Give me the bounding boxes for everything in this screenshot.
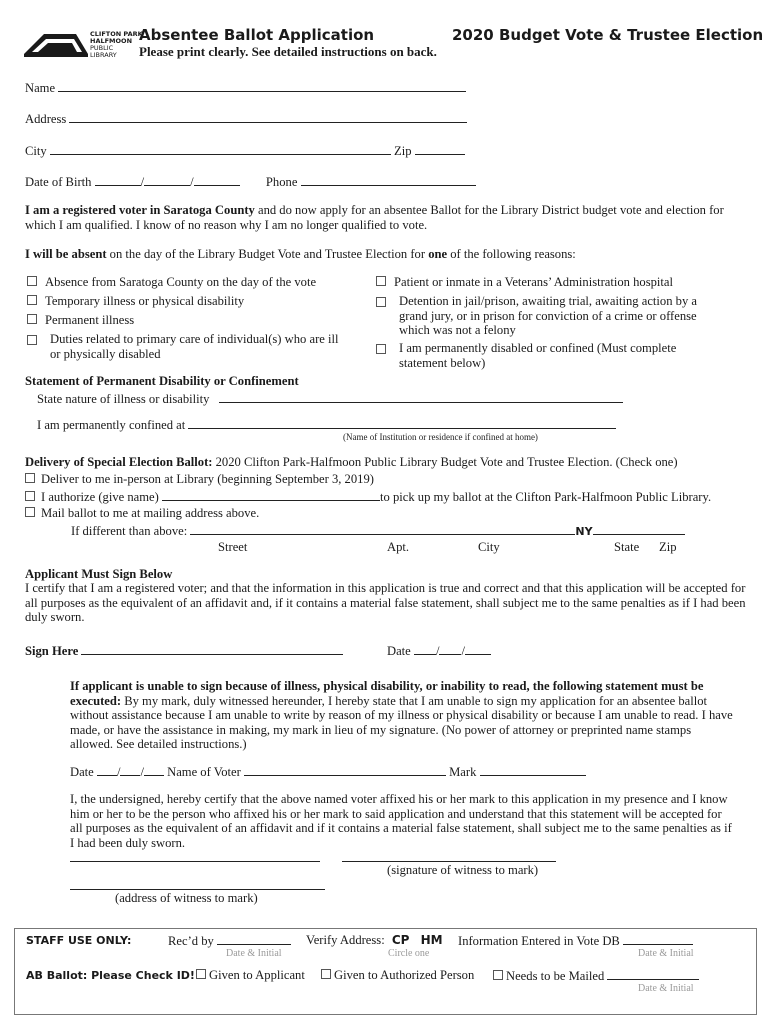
recd-by-row: [168, 933, 291, 949]
witness-address-caption: (address of witness to mark): [115, 891, 258, 905]
certify-statement: I certify that I am a registered voter; and that the information in this application is true and correct and that this application will be accepted for all purposes as the equivalent of an affidavit and, if it contains a material false statement, shall subject me to the same penalties as if I had been duly sworn.: [25, 581, 746, 625]
dob-phone-row: [25, 174, 476, 190]
recd-by-input[interactable]: [217, 933, 291, 945]
mark-date-label: Date: [70, 765, 94, 779]
logo-line-1: CLIFTON PARK: [90, 30, 143, 38]
dob-year-input[interactable]: [194, 174, 240, 186]
unable-to-sign-statement: If applicant is unable to sign because of illness, physical disability, or inability to read, the following statement must be executed: By my mark, duly witnessed hereunder, I hereby state that I am unable to sign my application for an absentee ballot without assistance because I am unable to write by reason of my illness or physical disability or because I am unable to read. I have made, or have the assistance in making, my mark in lieu of my signature. (No power of attorney or preprinted name stamps allowed. See detailed instructions.): [70, 679, 733, 752]
sign-month-input[interactable]: [414, 643, 436, 655]
library-roof-icon: [24, 30, 88, 58]
apt-caption: Apt.: [387, 540, 410, 554]
vote-db-label: Information Entered in Vote DB: [458, 934, 620, 948]
signature-input[interactable]: [81, 643, 343, 655]
verify-address-row: [306, 933, 443, 948]
disability-heading: Statement of Permanent Disability or Confinement: [25, 374, 299, 388]
reason-item[interactable]: Absence from Saratoga County on the day of the vote: [27, 275, 357, 290]
delivery-option-authorize[interactable]: I authorize (give name) to pick up my ballot at the Clifton Park-Halfmoon Public Library.: [25, 489, 711, 505]
logo-line-2: HALFMOON: [90, 37, 133, 45]
mark-input[interactable]: [480, 764, 586, 776]
address-label: Address: [25, 112, 67, 126]
mark-label: Mark: [449, 765, 477, 779]
checkbox[interactable]: [196, 969, 206, 979]
sign-date-row: Date / /: [387, 643, 491, 659]
checkbox[interactable]: [25, 491, 35, 501]
name-of-voter-input[interactable]: [244, 764, 446, 776]
date-initial-caption: Date & Initial: [638, 948, 694, 959]
reason-item[interactable]: Detention in jail/prison, awaiting trial, awaiting action by a grand jury, or in prison for conviction of a crime or offense which was not a felony: [376, 294, 716, 338]
address-row: [25, 111, 467, 127]
sign-here-label: Sign Here: [25, 644, 79, 658]
alt-zip-input[interactable]: [593, 523, 685, 535]
absence-reasons-intro: I will be absent on the day of the Library Budget Vote and Trustee Election for one of the following reasons:: [25, 247, 576, 261]
if-different-label: If different than above:: [71, 524, 188, 538]
verify-address-label: Verify Address:: [306, 933, 385, 947]
registered-voter-statement: I am a registered voter in Saratoga County and do now apply for an absentee Ballot for the Library District budget vote and election for which I am qualified. I know of no reason why I am no longer qualified to vote.: [25, 203, 724, 232]
dob-month-input[interactable]: [95, 174, 141, 186]
checkbox[interactable]: [25, 507, 35, 517]
dob-slash: /: [190, 175, 194, 189]
checkbox[interactable]: [493, 970, 503, 980]
phone-input[interactable]: [301, 174, 476, 186]
reason-item[interactable]: Duties related to primary care of individual(s) who are ill or physically disabled: [27, 332, 357, 361]
vote-db-row: [458, 933, 693, 949]
witness-signature-input[interactable]: [342, 851, 556, 862]
reason-item[interactable]: I am permanently disabled or confined (Must complete statement below): [376, 341, 716, 370]
checkbox[interactable]: [376, 276, 386, 286]
given-authorized-option[interactable]: Given to Authorized Person: [321, 968, 474, 983]
nature-input[interactable]: [219, 391, 623, 403]
sign-row: [25, 643, 343, 659]
dob-slash: /: [140, 175, 145, 189]
name-row: [25, 80, 466, 96]
given-applicant-option[interactable]: Given to Applicant: [196, 968, 305, 983]
option-hm[interactable]: HM: [420, 933, 443, 947]
zip-caption: Zip: [659, 540, 677, 554]
logo-line-3: PUBLIC: [90, 44, 114, 52]
checkbox[interactable]: [27, 276, 37, 286]
city-input[interactable]: [50, 143, 391, 155]
delivery-option-inperson[interactable]: Deliver to me in-person at Library (beginning September 3, 2019): [25, 472, 374, 487]
witness-signature-caption: (signature of witness to mark): [387, 863, 539, 877]
witness-line-left[interactable]: [70, 851, 320, 862]
alt-address-row: [71, 523, 685, 539]
sign-year-input[interactable]: [465, 643, 491, 655]
reason-item[interactable]: Permanent illness: [27, 313, 357, 328]
state-caption: State: [614, 540, 640, 554]
witness-address-input[interactable]: [70, 879, 325, 890]
vote-db-input[interactable]: [623, 933, 693, 945]
checkbox[interactable]: [27, 295, 37, 305]
mark-year-input[interactable]: [144, 764, 164, 776]
dob-label: Date of Birth: [25, 175, 92, 189]
recd-by-label: Rec’d by: [168, 934, 214, 948]
city-caption: City: [478, 540, 500, 554]
staff-use-label: STAFF USE ONLY:: [26, 934, 132, 947]
circle-one-caption: Circle one: [388, 948, 430, 959]
alt-address-input[interactable]: [190, 523, 575, 535]
logo-line-4: LIBRARY: [90, 51, 117, 59]
delivery-option-mail[interactable]: Mail ballot to me at mailing address above.: [25, 506, 259, 521]
date-initial-caption: Date & Initial: [226, 948, 282, 959]
needs-mailed-option[interactable]: Needs to be Mailed: [493, 968, 699, 984]
dob-day-input[interactable]: [144, 174, 190, 186]
election-title: 2020 Budget Vote & Trustee Election: [452, 26, 764, 44]
checkbox[interactable]: [376, 297, 386, 307]
reason-item[interactable]: Temporary illness or physical disability: [27, 294, 357, 309]
name-label: Name: [25, 81, 56, 95]
city-label: City: [25, 144, 47, 158]
nature-label: State nature of illness or disability: [37, 392, 210, 406]
reason-item[interactable]: Patient or inmate in a Veterans’ Administration hospital: [376, 275, 716, 290]
checkbox[interactable]: [25, 473, 35, 483]
zip-label: Zip: [394, 144, 412, 158]
witness-certification: I, the undersigned, hereby certify that the above named voter affixed his or her mark to this application in my presence and I know him or her to be the person who affixed his or her mark to said application and understand that this statement will be accepted for all purposes as the equivalent of an affidavit and if it contains a material false statement, shall subject me to the same penalties as if I had been duly sworn.: [70, 792, 732, 850]
option-cp[interactable]: CP: [391, 933, 410, 947]
checkbox[interactable]: [27, 314, 37, 324]
authorized-name-input[interactable]: [162, 489, 380, 501]
mark-row: Date / / Name of Voter Mark: [70, 764, 586, 780]
name-input[interactable]: [58, 80, 466, 92]
sign-date-label: Date: [387, 644, 411, 658]
form-title: Absentee Ballot Application: [139, 26, 375, 44]
phone-label: Phone: [265, 175, 298, 189]
mark-day-input[interactable]: [120, 764, 140, 776]
checkbox[interactable]: [27, 335, 37, 345]
name-of-voter-label: Name of Voter: [167, 765, 241, 779]
form-subtitle: Please print clearly. See detailed instructions on back.: [139, 44, 437, 59]
needs-mailed-input[interactable]: [607, 968, 699, 980]
checkbox[interactable]: [321, 969, 331, 979]
confined-input[interactable]: [188, 417, 616, 429]
ab-ballot-label: AB Ballot: Please Check ID!: [26, 969, 195, 982]
delivery-heading: Delivery of Special Election Ballot: 2020 Clifton Park-Halfmoon Public Library Budget Vote and Trustee Election. (Check one): [25, 455, 678, 469]
mark-month-input[interactable]: [97, 764, 117, 776]
state-ny: NY: [575, 525, 593, 538]
checkbox[interactable]: [376, 344, 386, 354]
confined-label: I am permanently confined at: [37, 418, 186, 432]
confined-note: (Name of Institution or residence if confined at home): [343, 432, 538, 442]
city-zip-row: [25, 143, 465, 159]
sign-heading: Applicant Must Sign Below: [25, 567, 173, 581]
zip-input[interactable]: [415, 143, 465, 155]
nature-row: [37, 391, 623, 407]
date-initial-caption: Date & Initial: [638, 983, 694, 994]
sign-day-input[interactable]: [439, 643, 461, 655]
street-caption: Street: [218, 540, 248, 554]
confined-row: [37, 417, 616, 433]
address-input[interactable]: [69, 111, 467, 123]
